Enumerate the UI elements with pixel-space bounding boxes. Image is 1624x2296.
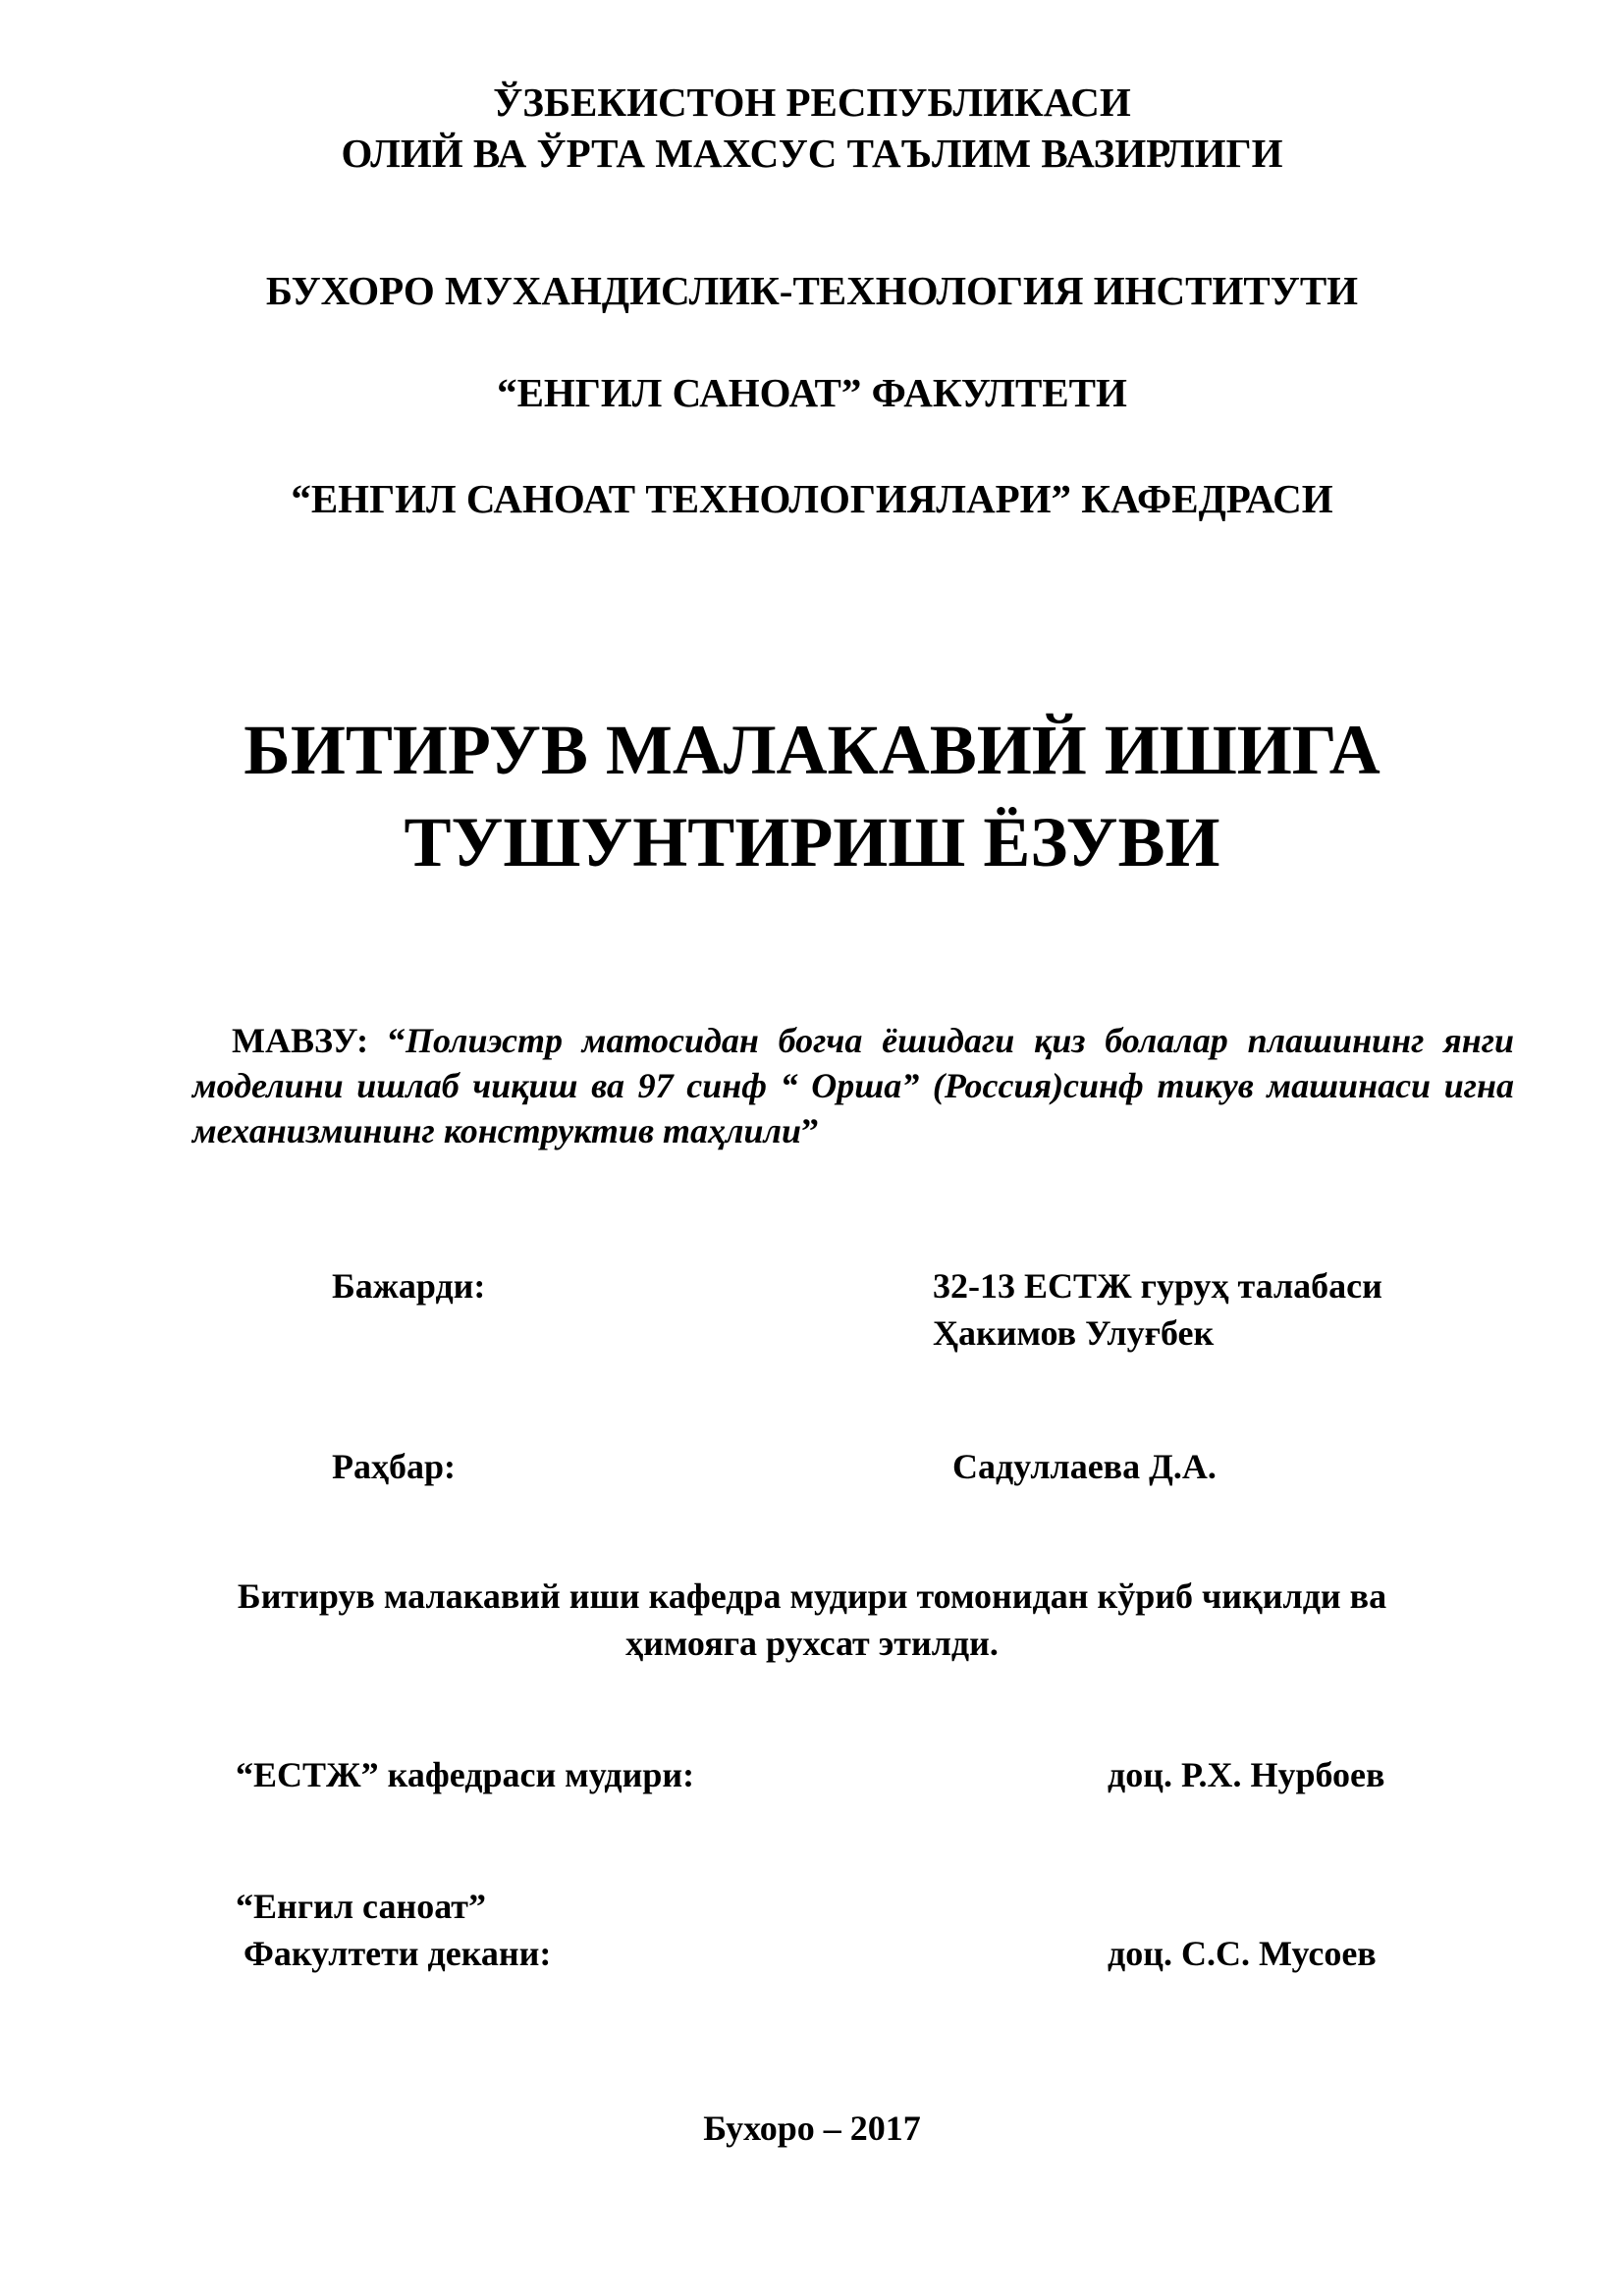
- faculty-heading: “ЕНГИЛ САНОАТ” ФАКУЛТЕТИ: [497, 370, 1127, 415]
- topic-text: Полиэстр матосидан богча ёшидаги қиз болалар плашининг янги моделини ишлаб чиқиш ва 97 синф “ Орша” (Россия)синф тикув машинаси игна механизмининг конструктив таҳлили: [192, 1021, 1515, 1150]
- performer-label: Бажарди:: [332, 1266, 486, 1306]
- topic-close-quote: ”: [801, 1111, 820, 1150]
- head-of-department-label: “ЕСТЖ” кафедраси мудири:: [236, 1755, 695, 1794]
- head-of-department-name: доц. Р.Х. Нурбоев: [1108, 1755, 1385, 1794]
- ministry-heading: ОЛИЙ ВА ЎРТА МАХСУС ТАЪЛИМ ВАЗИРЛИГИ: [341, 131, 1283, 176]
- approval-line1: Битирув малакавий иши кафедра мудири томонидан кўриб чиқилди ва: [237, 1576, 1387, 1616]
- topic-paragraph: [192, 1018, 1514, 1153]
- dean-label-line1: “Енгил саноат”: [236, 1887, 486, 1926]
- dean-label-line2: Факултети декани:: [244, 1934, 552, 1973]
- supervisor-name: Садуллаева Д.А.: [952, 1447, 1217, 1486]
- document-title-line2: ТУШУНТИРИШ ЁЗУВИ: [404, 803, 1220, 881]
- republic-heading: ЎЗБЕКИСТОН РЕСПУБЛИКАСИ: [493, 80, 1131, 125]
- topic-label: МАВЗУ:: [232, 1021, 369, 1060]
- performer-name: Ҳакимов Улуғбек: [933, 1313, 1215, 1353]
- approval-line2: ҳимояга рухсат этилди.: [625, 1624, 999, 1663]
- place-year: Бухоро – 2017: [703, 2109, 921, 2148]
- performer-group: 32-13 ЕСТЖ гуруҳ талабаси: [933, 1266, 1382, 1306]
- supervisor-label: Раҳбар:: [332, 1447, 456, 1486]
- topic-open-quote: “: [387, 1021, 406, 1060]
- dean-name: доц. С.С. Мусоев: [1108, 1934, 1377, 1973]
- department-heading: “ЕНГИЛ САНОАТ ТЕХНОЛОГИЯЛАРИ” КАФЕДРАСИ: [291, 476, 1333, 521]
- document-title-line1: БИТИРУВ МАЛАКАВИЙ ИШИГА: [244, 711, 1380, 789]
- institute-heading: БУХОРО МУХАНДИСЛИК-ТЕХНОЛОГИЯ ИНСТИТУТИ: [265, 268, 1359, 313]
